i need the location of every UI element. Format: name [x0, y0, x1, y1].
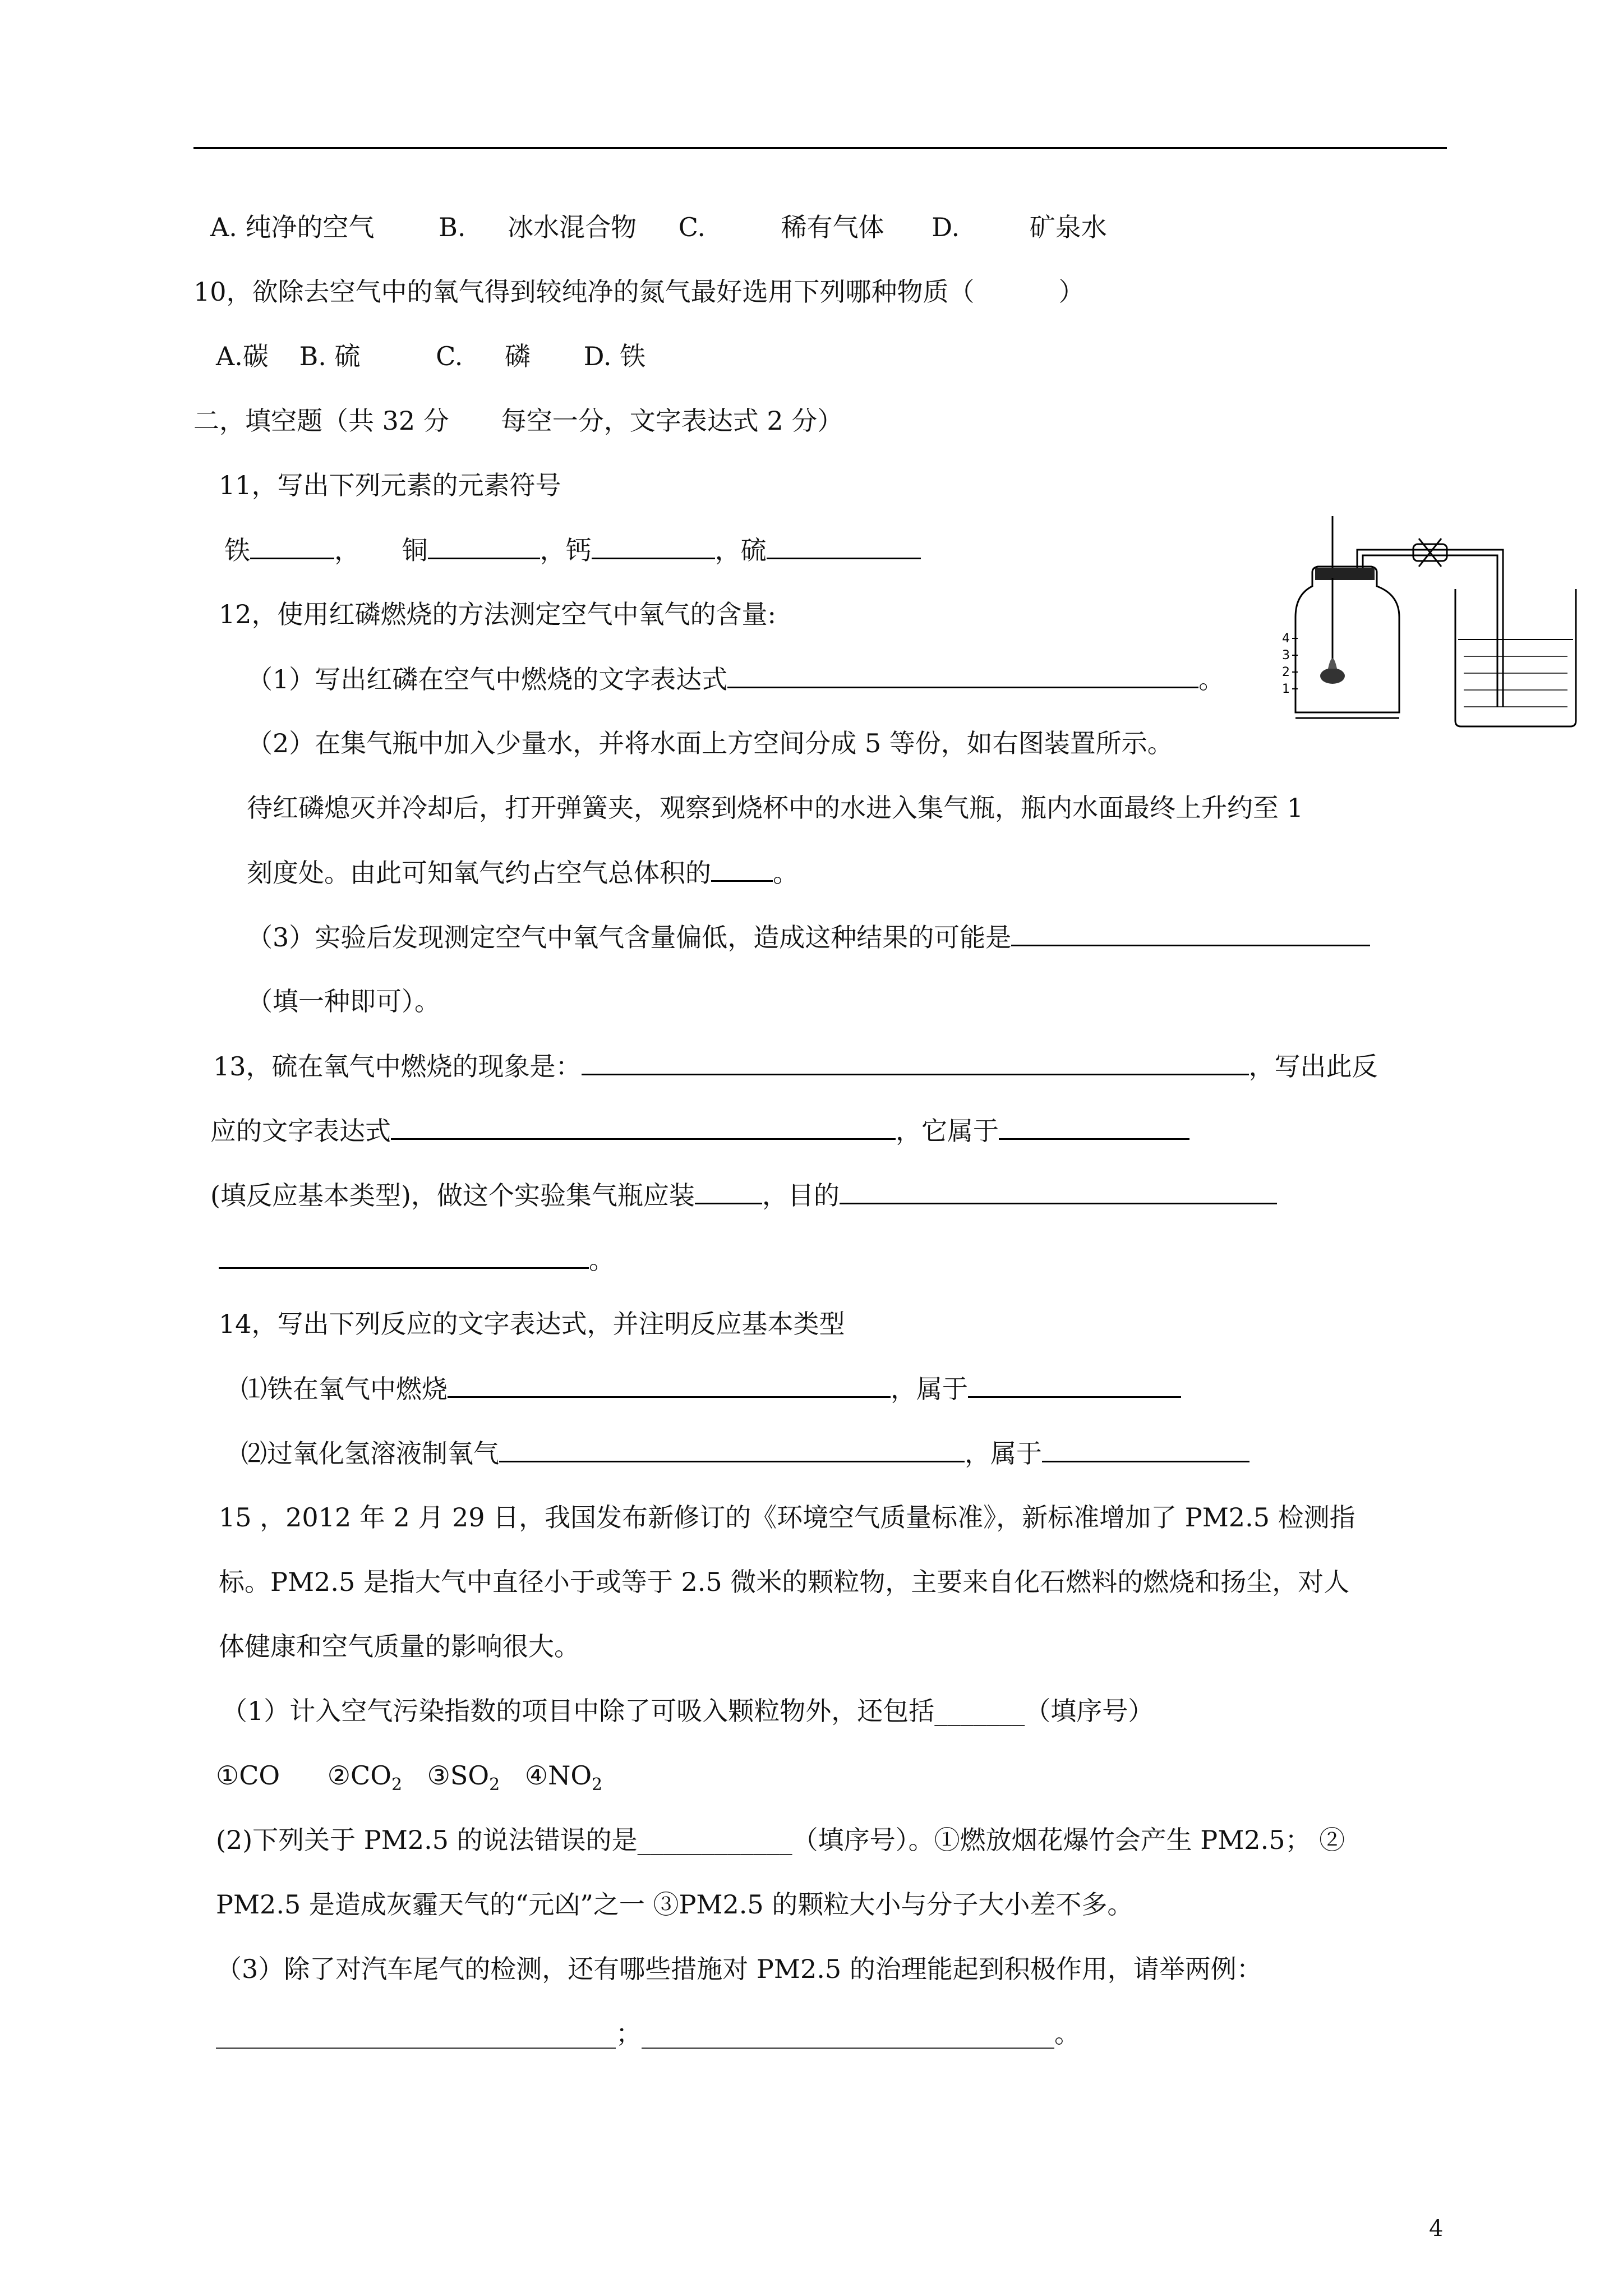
q11-sulfur-blank[interactable] [767, 533, 921, 559]
q10-option-c-text: 磷 [504, 341, 531, 371]
q13-l4-end: 。 [589, 1245, 615, 1275]
q11-calcium: 钙 [565, 535, 592, 565]
q9-option-d-text: 矿泉水 [1029, 212, 1107, 242]
q10-close: ） [1058, 277, 1085, 307]
scale-2: 2 [1282, 665, 1290, 679]
q14-part1 [241, 1372, 1181, 1406]
q11-answers [224, 533, 921, 567]
q12-part3-note: （填一种即可）。 [247, 986, 440, 1016]
q10-option-d: D. 铁 [583, 341, 646, 371]
q13-fill-blank[interactable] [695, 1178, 762, 1204]
q9-option-d: D. [932, 212, 960, 242]
q15-part2-continued: PM2.5 是造成灰霾天气的“元凶”之一 ③PM2.5 的颗粒大小与分子大小差不多。 [216, 1889, 1133, 1920]
q10-option-a: A.碳 [216, 341, 269, 371]
q12-part2-continued: 待红磷熄灭并冷却后，打开弹簧夹，观察到烧杯中的水进入集气瓶，瓶内水面最终上升约至 1 [247, 793, 1303, 823]
red-phosphorus [1320, 668, 1345, 684]
q12-part1 [247, 662, 1224, 696]
q15-option-1: ①CO [216, 1760, 280, 1791]
q9-option-a: A. 纯净的空气 [210, 212, 375, 242]
q13-stem-text: 13，硫在氧气中燃烧的现象是： [213, 1051, 582, 1082]
q13-stem [213, 1049, 1378, 1083]
scale-4: 4 [1282, 632, 1290, 646]
q14-stem: 14，写出下列反应的文字表达式，并注明反应基本类型 [219, 1309, 845, 1339]
q15-part1-end: （填序号） [1025, 1696, 1154, 1726]
q13-line3 [210, 1178, 1277, 1212]
q13-l3-mid: ，目的 [762, 1180, 840, 1211]
q9-option-b-text: 冰水混合物 [508, 212, 637, 242]
q15-part3-sep: ； [616, 2018, 642, 2049]
q15-part1-text: （1）计入空气污染指数的项目中除了可吸入颗粒物外，还包括 [222, 1696, 935, 1726]
q15-part1-blank[interactable]: _______ [934, 1696, 1025, 1726]
flame [1328, 659, 1337, 669]
q13-phenomenon-blank[interactable] [582, 1049, 1249, 1075]
q13-l3-text: (填反应基本类型)，做这个实验集气瓶应装 [210, 1180, 695, 1211]
q11-calcium-blank[interactable] [592, 533, 715, 559]
q14-part1-type-blank[interactable] [968, 1372, 1181, 1398]
section-2-heading: 二，填空题（共 32 分 每空一分，文字表达式 2 分） [193, 406, 843, 436]
q9-option-c-text: 稀有气体 [781, 212, 884, 242]
q12-part2c-text: 刻度处。由此可知氧气约占空气总体积的 [247, 858, 711, 888]
q11-copper-blank[interactable] [428, 533, 540, 559]
q15-part3: （3）除了对汽车尾气的检测，还有哪些措施对 PM2.5 的治理能起到积极作用，请举两例： [216, 1954, 1262, 1984]
q13-stem-end: ，写出此反 [1248, 1051, 1378, 1082]
q14-part1-blank[interactable] [448, 1372, 891, 1398]
q11-sulfur: 硫 [740, 535, 767, 565]
q13-expression-blank[interactable] [391, 1114, 896, 1140]
q13-purpose-blank[interactable] [840, 1178, 1277, 1204]
q11-iron: 铁 [224, 535, 250, 565]
q15-option-4-text: ④NO [524, 1760, 592, 1791]
q13-line2 [210, 1114, 1189, 1148]
q15-part1 [222, 1694, 1154, 1728]
q15-line2: 标。PM2.5 是指大气中直径小于或等于 2.5 微米的颗粒物，主要来自化石燃料的燃烧和扬尘，对人 [219, 1567, 1350, 1597]
q11-sep1: ， [334, 535, 360, 565]
q13-purpose-blank-2[interactable] [219, 1243, 589, 1269]
q12-part2-end-line [247, 855, 799, 890]
q15-option-4 [525, 1759, 602, 1802]
header-rule [193, 147, 1447, 149]
q15-part3-end: 。 [1054, 2018, 1080, 2049]
q12-part2: （2）在集气瓶中加入少量水，并将水面上方空间分成 5 等份，如右图装置所示。 [247, 728, 1173, 758]
q12-stem: 12，使用红磷燃烧的方法测定空气中氧气的含量: [219, 599, 777, 629]
q15-options [216, 1759, 602, 1802]
q15-part3-blank1[interactable]: _______________________________ [216, 2018, 616, 2049]
q15-part3-answers [216, 2017, 1080, 2050]
q11-copper: 铜 [402, 535, 428, 565]
q10-stem [193, 275, 1085, 309]
gas-collecting-bottle [1295, 567, 1399, 712]
page-number: 4 [1429, 2216, 1444, 2242]
beaker [1455, 589, 1576, 726]
q15-option-3 [427, 1759, 500, 1802]
scale-1: 1 [1282, 682, 1290, 696]
q12-part3-blank[interactable] [1011, 920, 1370, 946]
q10-option-c: C. [436, 341, 463, 371]
q14-part2-text: ⑵过氧化氢溶液制氧气 [241, 1438, 499, 1469]
q12-part1-end: 。 [1198, 664, 1225, 694]
q15-option-2-text: ②CO [327, 1760, 391, 1791]
q11-sep3: ， [714, 535, 741, 565]
q14-part1-mid: ，属于 [891, 1374, 968, 1404]
q10-options [216, 339, 645, 373]
q15-line1: 15 ，2012 年 2 月 29 日，我国发布新修订的《环境空气质量标准》，新标准增加了 PM2.5 检测指 [219, 1502, 1355, 1533]
q12-part3-text: （3）实验后发现测定空气中氧气含量偏低，造成这种结果的可能是 [247, 922, 1012, 953]
q15-part2-blank[interactable]: ____________ [637, 1825, 792, 1855]
q14-part2-type-blank[interactable] [1042, 1436, 1249, 1462]
q11-stem: 11，写出下列元素的元素符号 [219, 470, 561, 500]
q14-part2-mid: ，属于 [965, 1438, 1042, 1469]
q9-options [210, 210, 1107, 244]
q9-option-b: B. [439, 212, 466, 242]
q12-part1-blank[interactable] [727, 662, 1198, 688]
q14-part2-blank[interactable] [499, 1436, 965, 1462]
q12-part1-text: （1）写出红磷在空气中燃烧的文字表达式 [247, 664, 728, 694]
q15-part3-blank2[interactable]: ________________________________ [642, 2018, 1054, 2049]
q10-stem-text: 10，欲除去空气中的氧气得到较纯净的氮气最好选用下列哪种物质（ [193, 277, 975, 307]
q14-part1-text: ⑴铁在氧气中燃烧 [241, 1374, 448, 1404]
q11-sep2: ， [540, 535, 566, 565]
q12-part2c-end: 。 [773, 858, 799, 888]
q15-option-3-sub: 2 [489, 1775, 500, 1795]
q13-l2-text: 应的文字表达式 [210, 1116, 391, 1146]
q11-iron-blank[interactable] [250, 533, 334, 559]
q12-part2-blank[interactable] [711, 855, 773, 882]
apparatus-figure [1279, 505, 1593, 740]
q15-option-3-text: ③SO [427, 1760, 490, 1791]
q15-line3: 体健康和空气质量的影响很大。 [219, 1631, 580, 1662]
scale-3: 3 [1282, 648, 1290, 662]
q9-option-c: C. [678, 212, 706, 242]
q13-line4 [219, 1243, 615, 1277]
q15-option-2 [328, 1759, 402, 1802]
stopper [1315, 568, 1375, 580]
q12-part3 [247, 920, 1370, 954]
q13-type-blank[interactable] [999, 1114, 1189, 1140]
q13-l2-mid: ，它属于 [896, 1116, 999, 1146]
q10-option-b: B. 硫 [299, 341, 361, 371]
connecting-tube [1357, 550, 1503, 707]
q14-part2 [241, 1436, 1249, 1470]
q15-option-2-sub: 2 [391, 1775, 403, 1795]
q15-part2-text: (2)下列关于 PM2.5 的说法错误的是 [216, 1825, 638, 1855]
q15-part2-end: （填序号）。①燃放烟花爆竹会产生 PM2.5； ② [792, 1825, 1345, 1855]
q15-option-4-sub: 2 [592, 1775, 603, 1795]
q15-part2 [216, 1823, 1345, 1857]
